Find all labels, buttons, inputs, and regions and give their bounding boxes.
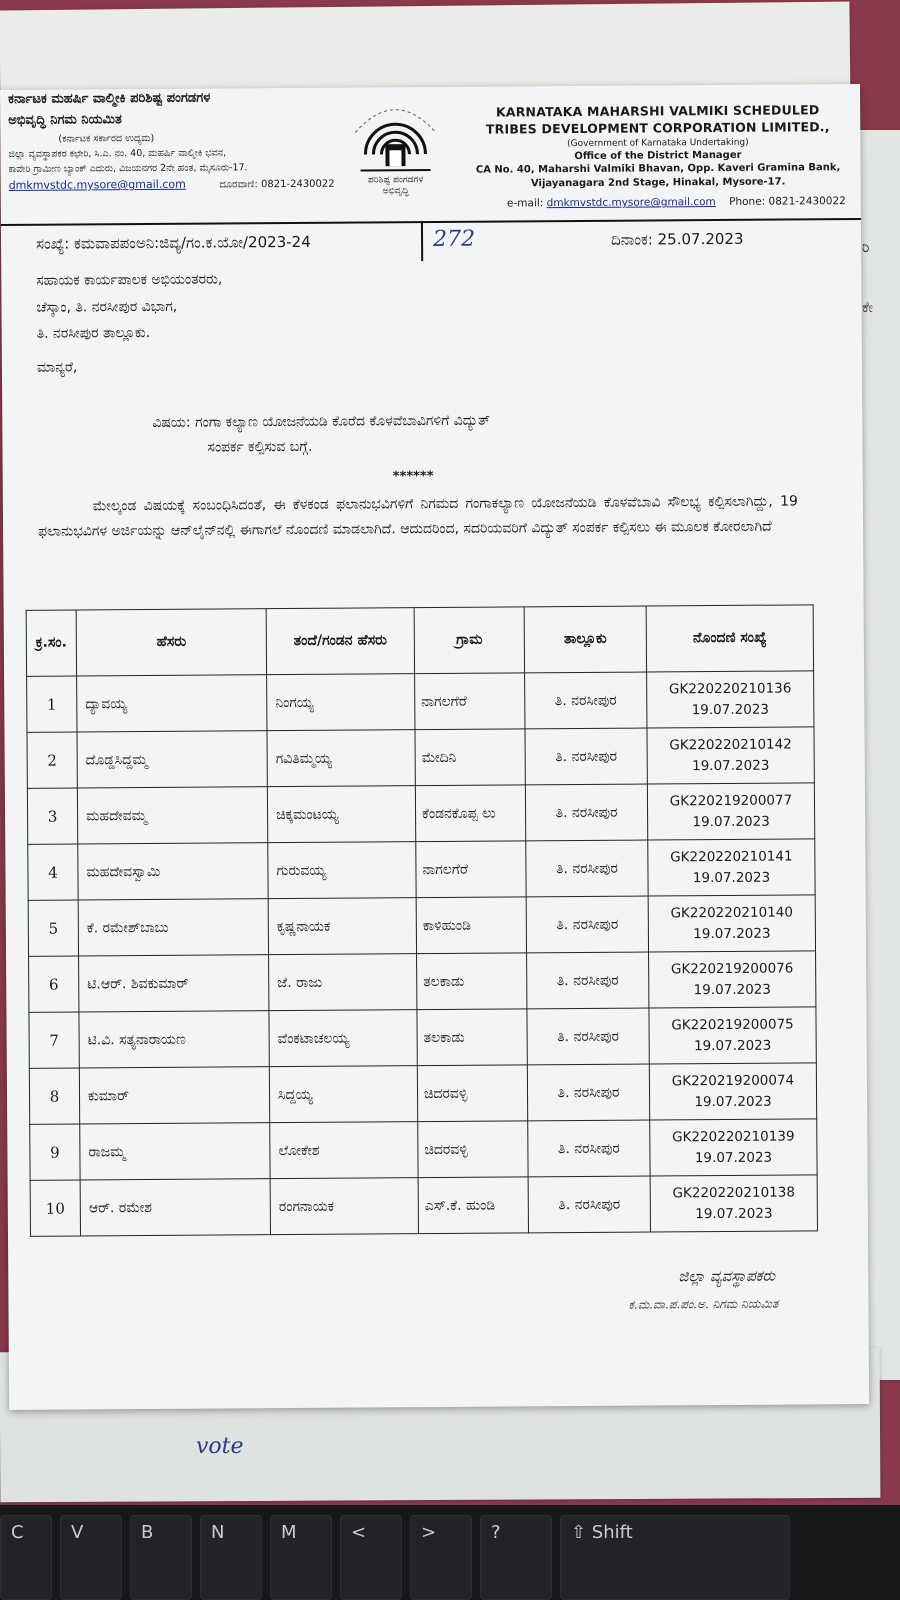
table-row (30, 1175, 817, 1236)
table-row (27, 783, 814, 844)
gov-note-kn: (ಕರ್ನಾಟಕ ಸರ್ಕಾರದ ಉದ್ಯಮ) (58, 132, 155, 145)
header-divider (1, 218, 861, 226)
recipient-line1: ಸಹಾಯಕ ಕಾರ್ಯಪಾಲಕ ಅಭಿಯಂತರರು, (36, 271, 223, 289)
recipient-address (36, 266, 223, 347)
cell-serial: 5 (28, 900, 78, 956)
table-row (28, 839, 815, 900)
ref-divider (421, 221, 423, 261)
address-en-line1: CA No. 40, Maharshi Valmiki Bhavan, Opp. Kaveri Gramina Bank, (475, 162, 841, 177)
cell-registration (650, 1119, 817, 1176)
cell-taluk: ತಿ. ನರಸೀಪುರ (527, 1064, 649, 1121)
signature (678, 1267, 775, 1286)
registration-date: 19.07.2023 (694, 1093, 772, 1110)
header-english (470, 102, 846, 211)
cell-serial: 2 (27, 732, 77, 788)
gov-note-en: (Government of Karnataka Undertaking) (567, 137, 749, 149)
cell-father-name: ಲೋಕೇಶ (270, 1122, 418, 1179)
subject-line1: ವಿಷಯ: ಗಂಗಾ ಕಲ್ಯಾಣ ಯೋಜನೆಯಡಿ ಕೊರೆದ ಕೊಳವೆಬಾವಿಗಳಿಗೆ ವಿದ್ಯುತ್ (152, 412, 491, 431)
email-kn[interactable]: dmkmvstdc.mysore@gmail.com (8, 177, 186, 193)
keyboard-key[interactable]: ⇧ Shift (560, 1515, 790, 1600)
cell-registration (647, 671, 814, 728)
reference-number: ಸಂಖ್ಯೆ: ಕಮವಾಪಪಂಅನಿ:ಜಿವ್ಯ/ಗಂ.ಕ.ಯೋ/2023-24 (36, 232, 311, 253)
keyboard-key[interactable]: C (0, 1515, 52, 1600)
phone-kn: ದೂರವಾಣಿ: 0821-2430022 (219, 178, 335, 191)
cell-registration (648, 895, 815, 952)
org-name-en-line2: TRIBES DEVELOPMENT CORPORATION LIMITED., (485, 119, 830, 137)
table-row (30, 1119, 817, 1180)
cell-serial: 8 (29, 1068, 79, 1124)
cell-name: ಟಿ.ಆರ್. ಶಿವಕುಮಾರ್ (79, 955, 269, 1012)
cell-father-name: ಗುರುವಯ್ಯ (268, 842, 416, 899)
cell-father-name: ಜೆ. ರಾಜು (269, 954, 417, 1011)
cell-registration (648, 839, 815, 896)
table-row (27, 727, 814, 788)
recipient-line2: ಚೆಸ್ಕಾಂ, ತಿ. ನರಸೀಪುರ ವಿಭಾಗ, (36, 298, 178, 316)
registration-date: 19.07.2023 (693, 1037, 772, 1054)
cell-village: ನಾಗಲಗೆರೆ (415, 673, 525, 730)
cell-taluk: ತಿ. ನರಸೀಪುರ (525, 728, 647, 785)
cell-village: ತಲಕಾಡು (417, 953, 527, 1010)
cell-taluk: ತಿ. ನರಸೀಪುರ (526, 840, 648, 897)
table-header-row (26, 605, 813, 676)
table-row (29, 1007, 816, 1068)
registration-date: 19.07.2023 (695, 1205, 773, 1222)
cell-serial: 3 (27, 788, 77, 844)
keyboard-key[interactable]: ? (480, 1515, 552, 1600)
address-kn-line2: ಕಾವೇರಿ ಗ್ರಾಮೀಣ ಬ್ಯಾಂಕ್ ಎದುರು, ವಿಜಯನಗರ 2ನೇ ಹಂತ, ಮೈಸೂರು-17. (8, 162, 248, 175)
cell-taluk: ತಿ. ನರಸೀಪುರ (527, 952, 649, 1009)
cell-father-name: ನಿಂಗಯ್ಯ (267, 674, 415, 731)
body-paragraph: ಮೇಲ್ಕಂಡ ವಿಷಯಕ್ಕೆ ಸಂಬಂಧಿಸಿದಂತೆ, ಈ ಕೆಳಕಂಡ ಫಲಾನುಭವಿಗಳಿಗೆ ನಿಗಮದ ಗಂಗಾಕಲ್ಯಾಣ ಯೋಜನೆಯಡಿ ಕೊಳವೆಬಾವಿ ಸೌಲಭ್ಯ ಕಲ್ಪಿಸಲಾಗಿದ್ದು, 19 ಫಲಾನುಭವಿಗಳ ಅರ್ಜಿಯನ್ನು ಆನ್‌ಲೈನ್‌ನಲ್ಲಿ ಈಗಾಗಲೆ ನೊಂದಣಿ ಮಾಡಲಾಗಿದೆ. ಆದುದರಿಂದ, ಸದರಿಯವರಿಗೆ ವಿದ್ಯುತ್ ಸಂಪರ್ಕ ಕಲ್ಪಿಸಲು ಈ ಮೂಲಕ ಕೋರಲಾಗಿದೆ (38, 493, 798, 540)
registration-number: GK220219200075 (671, 1016, 794, 1034)
cell-registration (647, 783, 814, 840)
logo-caption-line1: ಪರಿಶಿಷ್ಟ ಪಂಗಡಗಳ (367, 175, 424, 186)
col-header-taluk: ತಾಲ್ಲೂಕು (524, 606, 646, 673)
cell-father-name: ಚಿಕ್ಕಮಂಟಯ್ಯ (267, 786, 415, 843)
cell-registration (649, 951, 816, 1008)
signature-office: ಕ.ಮ.ವಾ.ಪ.ಪಂ.ಅ. ನಿಗಮ ನಿಯಮಿತ (628, 1296, 779, 1312)
cell-registration (649, 1007, 816, 1064)
cell-father-name: ರಂಗನಾಯಕ (270, 1178, 418, 1235)
org-name-kn-line1: ಕರ್ನಾಟಕ ಮಹರ್ಷಿ ವಾಲ್ಮೀಕಿ ಪರಿಶಿಷ್ಟ ಪಂಗಡಗಳ (8, 90, 211, 107)
cell-name: ದೊಡ್ಡಸಿದ್ದಮ್ಮ (77, 731, 267, 788)
cell-name: ರಾಜಮ್ಮ (80, 1123, 270, 1180)
address-en-line2: Vijayanagara 2nd Stage, Hinakal, Mysore-17. (530, 176, 786, 190)
registration-date: 19.07.2023 (693, 925, 771, 942)
cell-name: ದ್ಯಾವಯ್ಯ (77, 675, 267, 732)
cell-taluk: ತಿ. ನರಸೀಪುರ (526, 896, 648, 953)
registration-date: 19.07.2023 (693, 981, 771, 998)
col-header-name: ಹೆಸರು (76, 609, 266, 676)
registration-date: 19.07.2023 (692, 757, 770, 774)
cell-taluk: ತಿ. ನರಸೀಪುರ (528, 1176, 650, 1233)
cell-taluk: ತಿ. ನರಸೀಪುರ (527, 1008, 649, 1065)
org-name-en-line1: KARNATAKA MAHARSHI VALMIKI SCHEDULED (495, 102, 820, 120)
salutation: ಮಾನ್ಯರೆ, (36, 359, 78, 376)
cell-name: ಮಹದೇವಸ್ವಾಮಿ (78, 843, 268, 900)
registration-number: GK220219200074 (671, 1072, 795, 1090)
cell-taluk: ತಿ. ನರಸೀಪುರ (528, 1120, 650, 1177)
col-header-registration: ನೊಂದಣಿ ಸಂಖ್ಯೆ (646, 605, 813, 672)
cell-father-name: ವೆಂಕಟಾಚಲಯ್ಯ (269, 1010, 417, 1067)
cell-village: ಕಾಳಿಹುಂಡಿ (416, 897, 526, 954)
registration-date: 19.07.2023 (692, 869, 771, 886)
cell-serial: 1 (27, 676, 77, 732)
registration-number: GK220220210138 (672, 1184, 795, 1202)
registration-number: GK220219200077 (669, 792, 793, 810)
cell-name: ಕೆ. ರಮೇಶ್‌ಬಾಬು (78, 899, 268, 956)
cell-father-name: ಸಿದ್ದಯ್ಯ (269, 1066, 417, 1123)
cell-serial: 7 (29, 1012, 79, 1068)
cell-serial: 9 (30, 1124, 80, 1180)
cell-serial: 4 (28, 844, 78, 900)
cell-name: ಆರ್. ರಮೇಶ (80, 1179, 270, 1236)
cell-taluk: ತಿ. ನರಸೀಪುರ (525, 672, 647, 729)
col-header-serial: ಕ್ರ.ಸಂ. (26, 610, 76, 676)
cell-serial: 10 (30, 1180, 80, 1236)
keyboard-key[interactable]: M (270, 1515, 332, 1600)
cell-name: ಕುಮಾರ್ (79, 1067, 269, 1124)
signature-title: ಜಿಲ್ಲಾ ವ್ಯವಸ್ಥಾಪಕರು (678, 1266, 776, 1286)
cell-village: ತಲಕಾಡು (417, 1009, 527, 1066)
letter-page (0, 84, 869, 1410)
registration-number: GK220220210141 (670, 848, 793, 866)
registration-number: GK220220210140 (670, 904, 794, 922)
col-header-father: ತಂದೆ/ಗಂಡನ ಹೆಸರು (266, 608, 414, 675)
cell-registration (647, 727, 814, 784)
keyboard-key[interactable]: B (130, 1515, 192, 1600)
address-kn-line1: ಜಿಲ್ಲಾ ವ್ಯವಸ್ಥಾಪಕರ ಕಛೇರಿ, ಸಿ.ಎ. ನಂ. 40, ಮಹರ್ಷಿ ವಾಲ್ಮೀಕಿ ಭವನ, (8, 147, 227, 160)
table-row (28, 895, 815, 956)
handwritten-dispatch-number: 272 (432, 226, 476, 252)
email-label: e-mail: (506, 197, 544, 210)
cell-village: ಮೇದಿನಿ (415, 729, 525, 786)
subject-line2: ಸಂಪರ್ಕ ಕಲ್ಪಿಸುವ ಬಗ್ಗೆ. (207, 439, 313, 456)
logo-caption-line2: ಅಭಿವೃದ್ಧಿ (382, 185, 409, 197)
cell-village: ಚಿದರವಳ್ಳಿ (418, 1121, 528, 1178)
keyboard-key[interactable]: > (410, 1515, 472, 1600)
beneficiary-table (26, 604, 818, 1236)
registration-number: GK220220210136 (668, 680, 792, 698)
registration-date: 19.07.2023 (691, 701, 770, 718)
right-sheet-fragment: ರಿ (862, 240, 870, 256)
cell-serial: 6 (29, 956, 79, 1012)
recipient-line3: ತಿ. ನರಸೀಪುರ ತಾಲ್ಲೂಕು. (36, 325, 151, 342)
keyboard-key[interactable]: V (60, 1515, 122, 1600)
cell-village: ನಾಗಲಗೆರೆ (416, 841, 526, 898)
cell-village: ಎಸ್.ಕೆ. ಹುಂಡಿ (418, 1177, 528, 1234)
registration-number: GK220220210142 (669, 736, 792, 754)
registration-date: 19.07.2023 (692, 813, 770, 830)
table-row (27, 671, 814, 732)
cell-father-name: ಕೃಷ್ಣನಾಯಕ (268, 898, 416, 955)
subject (152, 407, 752, 462)
right-sheet-fragment: ಕೇ (862, 300, 873, 316)
logo-caption (351, 175, 441, 197)
cell-registration (650, 1175, 817, 1232)
phone-en: Phone: 0821-2430022 (729, 195, 846, 209)
office-title: Office of the District Manager (574, 149, 742, 162)
org-name-kn-line2: ಅಭಿವೃದ್ಧಿ ನಿಗಮ ನಿಯಮಿತ (8, 111, 122, 128)
handwritten-note: vote (196, 1434, 244, 1459)
table-row (29, 951, 816, 1012)
keyboard (0, 1505, 900, 1600)
col-header-village: ಗ್ರಾಮ (414, 607, 524, 674)
cell-village: ಚಿದರವಳ್ಳಿ (417, 1065, 527, 1122)
cell-village: ಕೆಂಡನಕೊಪ್ಪ ಲು (415, 785, 525, 842)
keyboard-key[interactable]: < (340, 1515, 402, 1600)
keyboard-key[interactable]: N (200, 1515, 262, 1600)
cell-father-name: ಗವಿತಿಮ್ಮಯ್ಯ (267, 730, 415, 787)
header-kannada (8, 88, 339, 195)
cell-name: ಟಿ.ವಿ. ಸತ್ಯನಾರಾಯಣ (79, 1011, 269, 1068)
cell-name: ಮಹದೇವಮ್ಮ (77, 787, 267, 844)
separator-stars: ****** (392, 468, 434, 485)
table-row (29, 1063, 816, 1124)
letter-date: ದಿನಾಂಕ: 25.07.2023 (610, 229, 744, 249)
cell-taluk: ತಿ. ನರಸೀಪುರ (525, 784, 647, 841)
email-en[interactable]: dmkmvstdc.mysore@gmail.com (546, 196, 716, 210)
registration-number: GK220220210139 (672, 1128, 795, 1146)
cell-registration (649, 1063, 816, 1120)
registration-number: GK220219200076 (670, 960, 794, 978)
registration-date: 19.07.2023 (694, 1149, 773, 1166)
